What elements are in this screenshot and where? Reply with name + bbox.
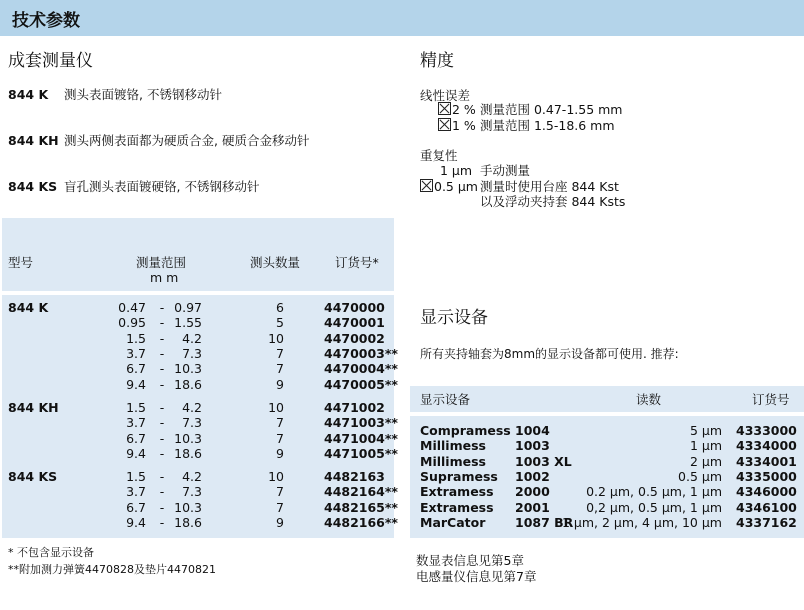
device-order: 4335000 (736, 468, 797, 484)
device-reading: 2 μm (689, 453, 722, 469)
device-name: MarCator (420, 514, 486, 530)
probe-count: 10 (268, 330, 284, 346)
range-dash: - (159, 300, 165, 315)
model-desc: 测头两侧表面都为硬质合金, 硬质合金移动针 (64, 133, 310, 148)
footnote: * 不包含显示设备 (8, 546, 94, 559)
repeat-text: 以及浮动夹持套 844 Ksts (480, 194, 626, 209)
order-number: 4470001 (324, 315, 385, 331)
repeat-text: 手动测量 (480, 163, 531, 178)
device-model: 1003 XL (515, 453, 572, 469)
approx-box-icon (438, 102, 451, 115)
linearity-label: 线性误差 (420, 88, 471, 103)
device-reading: 5 μm (689, 423, 722, 438)
repeat-value: 1 μm (439, 163, 472, 178)
probe-count: 5 (276, 315, 284, 331)
range-min: 1.5 (126, 400, 146, 415)
repeat-value (420, 179, 478, 194)
range-min: 6.7 (126, 361, 146, 377)
probe-count: 7 (276, 499, 284, 515)
range-max: 4.2 (182, 469, 202, 484)
col-header-range: 测量范围 (136, 255, 187, 270)
device-model: 1003 (515, 438, 550, 454)
device-name: Millimess (420, 453, 486, 469)
range-dash: - (159, 315, 165, 331)
approx-box-icon (420, 179, 433, 192)
model-desc: 盲孔测头表面镀硬铬, 不锈钢移动针 (64, 179, 260, 194)
range-dash: - (159, 415, 165, 431)
precision-title: 精度 (420, 51, 454, 71)
range-max: 4.2 (182, 330, 202, 346)
range-max: 10.3 (174, 361, 202, 377)
order-number: 4471003** (324, 415, 398, 431)
range-min: 0.95 (118, 315, 146, 331)
range-min: 6.7 (126, 499, 146, 515)
order-number: 4470005** (324, 376, 398, 392)
order-number: 4470002 (324, 330, 385, 346)
device-name: Extramess (420, 484, 494, 500)
range-dash: - (159, 499, 165, 515)
range-dash: - (159, 400, 165, 415)
device-name: Supramess (420, 468, 498, 484)
footnote: **附加测力弹簧4470828及垫片4470821 (8, 563, 216, 576)
linearity-text: 测量范围 0.47-1.55 mm (480, 102, 623, 117)
probe-count: 9 (276, 376, 284, 392)
col-header-device: 显示设备 (420, 392, 471, 407)
group-model: 844 K (8, 300, 49, 315)
model-code: 844 K (8, 87, 49, 102)
device-reading: 1 μm (689, 438, 722, 454)
device-model: 1004 (515, 423, 550, 438)
col-header-reading: 读数 (636, 392, 662, 407)
order-number: 4470004** (324, 361, 398, 377)
linearity-value (438, 118, 476, 133)
footer-note: 电感量仪信息见第7章 (416, 569, 537, 584)
range-max: 7.3 (182, 345, 202, 361)
probe-count: 10 (268, 400, 284, 415)
probe-count: 10 (268, 469, 284, 484)
device-reading: 0.2 μm, 0.5 μm, 1 μm (586, 484, 722, 500)
linearity-value (438, 102, 476, 117)
range-dash: - (159, 361, 165, 377)
order-number: 4470003** (324, 345, 398, 361)
linearity-percent: 1 % (452, 118, 476, 133)
range-max: 7.3 (182, 415, 202, 431)
col-header-count: 测头数量 (250, 255, 301, 270)
range-min: 0.47 (118, 300, 146, 315)
range-min: 9.4 (126, 514, 146, 530)
order-number: 4471004** (324, 430, 398, 446)
order-number: 4482166** (324, 514, 398, 530)
device-order: 4333000 (736, 423, 797, 438)
range-min: 1.5 (126, 330, 146, 346)
page-title: 技术参数 (12, 11, 80, 31)
range-max: 1.55 (174, 315, 202, 331)
device-name: Compramess (420, 423, 511, 438)
model-desc: 测头表面镀铬, 不锈钢移动针 (64, 87, 222, 102)
device-order: 4337162 (736, 514, 797, 530)
device-order: 4334001 (736, 453, 797, 469)
order-number: 4471005** (324, 445, 398, 461)
range-dash: - (159, 514, 165, 530)
device-reading: 0.5 μm (678, 468, 722, 484)
range-dash: - (159, 484, 165, 500)
order-number: 4482164** (324, 484, 398, 500)
probe-count: 7 (276, 484, 284, 500)
display-title: 显示设备 (420, 308, 488, 328)
device-name: Millimess (420, 438, 486, 454)
range-min: 6.7 (126, 430, 146, 446)
probe-count: 7 (276, 430, 284, 446)
range-dash: - (159, 445, 165, 461)
order-number: 4482163 (324, 469, 385, 484)
range-min: 3.7 (126, 415, 146, 431)
approx-box-icon (438, 118, 451, 131)
repeat-value-text: 0.5 μm (434, 179, 478, 194)
set-title: 成套测量仪 (8, 51, 93, 71)
range-max: 4.2 (182, 400, 202, 415)
col-header-model: 型号 (8, 255, 34, 270)
device-model: 1002 (515, 468, 550, 484)
device-order: 4334000 (736, 438, 797, 454)
range-max: 18.6 (174, 376, 202, 392)
range-max: 0.97 (174, 300, 202, 315)
range-dash: - (159, 345, 165, 361)
order-number: 4471002 (324, 400, 385, 415)
device-reading: 0,2 μm, 0.5 μm, 1 μm (586, 499, 722, 515)
order-number: 4470000 (324, 300, 385, 315)
display-note: 所有夹持轴套为8mm的显示设备都可使用. 推荐: (420, 347, 679, 361)
group-model: 844 KS (8, 469, 58, 484)
device-order: 4346000 (736, 484, 797, 500)
group-model: 844 KH (8, 400, 59, 415)
probe-count: 7 (276, 415, 284, 431)
col-header-order: 订货号* (335, 255, 379, 270)
probe-count: 9 (276, 514, 284, 530)
range-dash: - (159, 330, 165, 346)
repeat-label: 重复性 (420, 148, 458, 163)
col-header-order: 订货号 (752, 392, 790, 407)
repeat-text: 测量时使用台座 844 Kst (480, 179, 619, 194)
range-dash: - (159, 376, 165, 392)
range-max: 18.6 (174, 445, 202, 461)
probe-count: 7 (276, 361, 284, 377)
range-dash: - (159, 430, 165, 446)
range-min: 3.7 (126, 345, 146, 361)
footer-note: 数显表信息见第5章 (416, 553, 524, 568)
range-max: 18.6 (174, 514, 202, 530)
range-min: 9.4 (126, 376, 146, 392)
device-reading: 1 μm, 2 μm, 4 μm, 10 μm (561, 514, 722, 530)
range-min: 9.4 (126, 445, 146, 461)
range-dash: - (159, 469, 165, 484)
model-code: 844 KS (8, 179, 58, 194)
probe-count: 7 (276, 345, 284, 361)
device-order: 4346100 (736, 499, 797, 515)
device-model: 1087 BR (515, 514, 574, 530)
linearity-text: 测量范围 1.5-18.6 mm (480, 118, 615, 133)
order-number: 4482165** (324, 499, 398, 515)
linearity-percent: 2 % (452, 102, 476, 117)
range-max: 7.3 (182, 484, 202, 500)
section-header-bar (0, 0, 804, 36)
device-model: 2000 (515, 484, 550, 500)
range-min: 1.5 (126, 469, 146, 484)
range-max: 10.3 (174, 499, 202, 515)
device-model: 2001 (515, 499, 550, 515)
device-name: Extramess (420, 499, 494, 515)
range-min: 3.7 (126, 484, 146, 500)
probe-count: 9 (276, 445, 284, 461)
probe-count: 6 (276, 300, 284, 315)
col-header-range-unit: m m (150, 270, 179, 285)
model-code: 844 KH (8, 133, 59, 148)
range-max: 10.3 (174, 430, 202, 446)
